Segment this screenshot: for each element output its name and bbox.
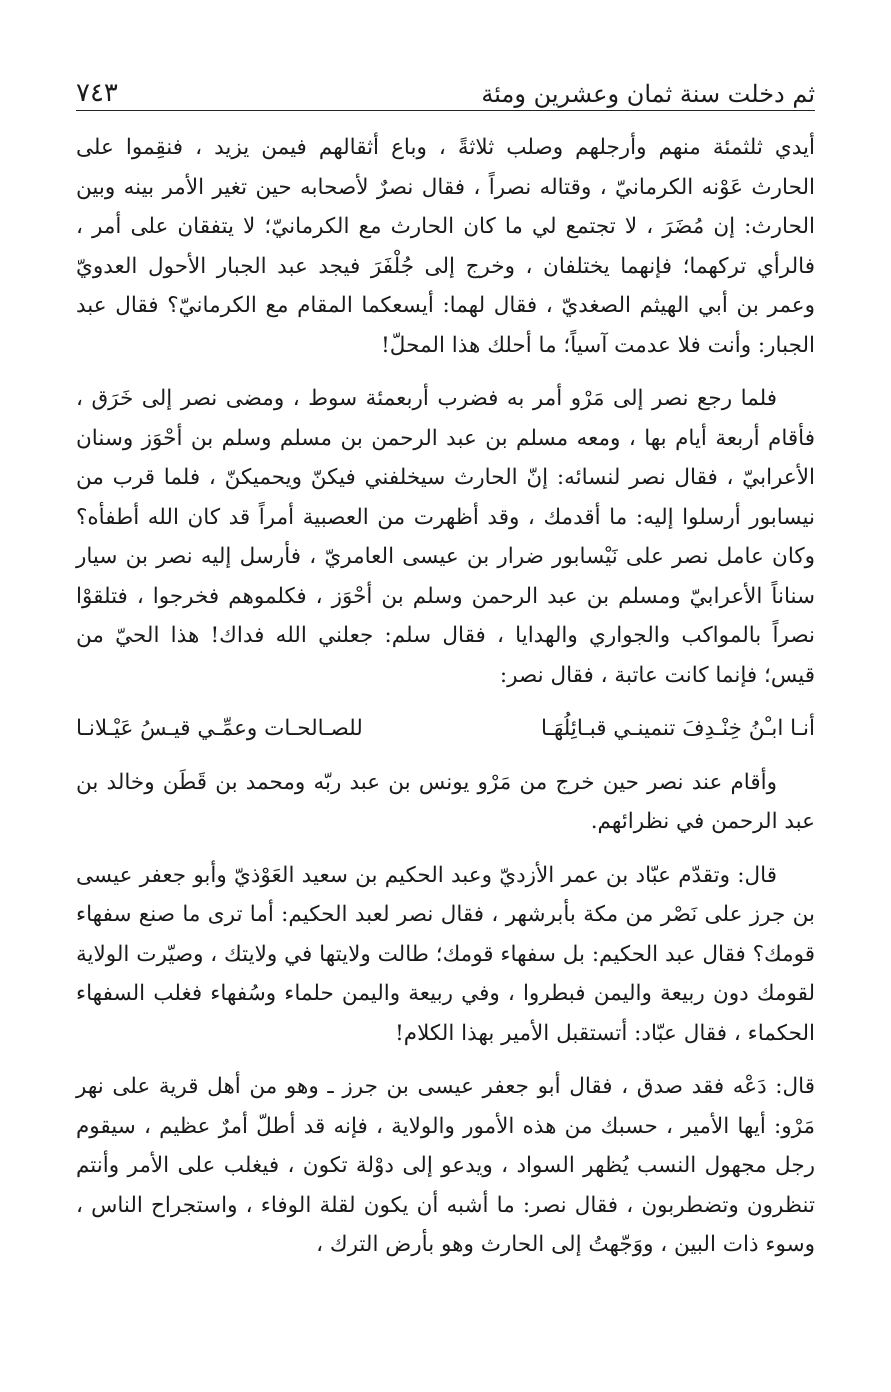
page-number: ٧٤٣	[76, 78, 118, 108]
page-header	[76, 68, 815, 108]
header-rule	[76, 110, 815, 111]
poem-second-hemistich: للصـالحـات وعمِّـي قيـسُ عَيْـلانـا	[76, 716, 363, 741]
paragraph-4: قال: وتقدّم عبّاد بن عمر الأزديّ وعبد الحكيم بن سعيد العَوْذيّ وأبو جعفر عيسى بن جرز على نَصْر من مكة بأبرشهر ، فقال نصر لعبد الحكيم: أما ترى ما صنع سفهاء قومك؟ فقال عبد الحكيم: بل سفهاء قومك؛ طالت ولايتها في ولايتك ، وصيّرت الولاية لقومك دون ربيعة واليمن فبطروا ، وفي ربيعة واليمن حلماء وسُفهاء فغلب السفهاء الحكماء ، فقال عبّاد: أتستقبل الأمير بهذا الكلام!	[75, 862, 815, 1046]
poem-first-hemistich: أنـا ابـْنُ خِنْـدِفَ تنمينـي قبـائِلُهَـا	[541, 716, 815, 741]
paragraph-1: أيدي ثلثمئة منهم وأرجلهم وصلب ثلاثةً ، وباع أثقالهم فيمن يزيد ، فنقِموا على الحارث عَوْنه الكرمانيّ ، وقتاله نصراً ، فقال نصرٌ لأصحابه حين تغير الأمر بينه وبين الحارث: إن مُضَرَ ، لا تجتمع لي ما كان الحارث مع الكرمانيّ؛ لا يتفقان على أمر ، فالرأي تركهما؛ فإنهما يختلفان ، وخرج إلى جُلْفَرَ فيجد عبد الجبار الأحول العدويّ وعمر بن أبي الهيثم الصغديّ ، فقال لهما: أيسعكما المقام مع الكرمانيّ؟ فقال عبد الجبار: وأنت فلا عدمت آسياً؛ ما أحلك هذا المحلّ!	[76, 135, 816, 358]
paragraph-3: وأقام عند نصر حين خرج من مَرْو يونس بن عبد ربّه ومحمد بن قَطَن وخالد بن عبد الرحمن في نظرائهم.	[76, 769, 815, 834]
page-body	[76, 128, 815, 1279]
running-title: ثم دخلت سنة ثمان وعشرين ومئة	[481, 80, 815, 108]
poem-verse	[76, 709, 815, 749]
paragraph-2: فلما رجع نصر إلى مَرْو أمر به فضرب أربعمئة سوط ، ومضى نصر إلى خَرَق ، فأقام أربعة أيام بها ، ومعه مسلم بن عبد الرحمن بن مسلم وسلم بن أحْوَز وسنان الأعرابيّ ، فقال نصر لنسائه: إنّ الحارث سيخلفني فيكنّ ويحميكنّ ، فلما قرب من نيسابور أرسلوا إليه: ما أقدمك ، وقد أظهرت من العصبية أمراً قد كان الله أطفأه؟ وكان عامل نصر على نَيْسابور ضرار بن عيسى العامريّ ، فأرسل إليه نصر بن سيار سناناً الأعرابيّ ومسلم بن عبد الرحمن وسلم بن أحْوَز ، فكلموهم فخرجوا ، فتلقوْا نصراً بالمواكب والجواري والهدايا ، فقال سلم: جعلني الله فداك! هذا الحيّ من قيس؛ فإنما كانت عاتبة ، فقال نصر:	[76, 386, 815, 688]
paragraph-5: قال: دَعْه فقد صدق ، فقال أبو جعفر عيسى بن جرز ـ وهو من أهل قرية على نهر مَرْو: أيها الأمير ، حسبك من هذه الأمور والولاية ، فإنه قد أطلّ أمرٌ عظيم ، سيقوم رجل مجهول النسب يُظهر السواد ، ويدعو إلى دوْلة تكون ، فيغلب على الأمر وأنتم تنظرون وتضطربون ، فقال نصر: ما أشبه أن يكون لقلة الوفاء ، واستجراح الناس ، وسوء ذات البين ، ووَجّهتُ إلى الحارث وهو بأرض الترك ،	[76, 1074, 815, 1257]
